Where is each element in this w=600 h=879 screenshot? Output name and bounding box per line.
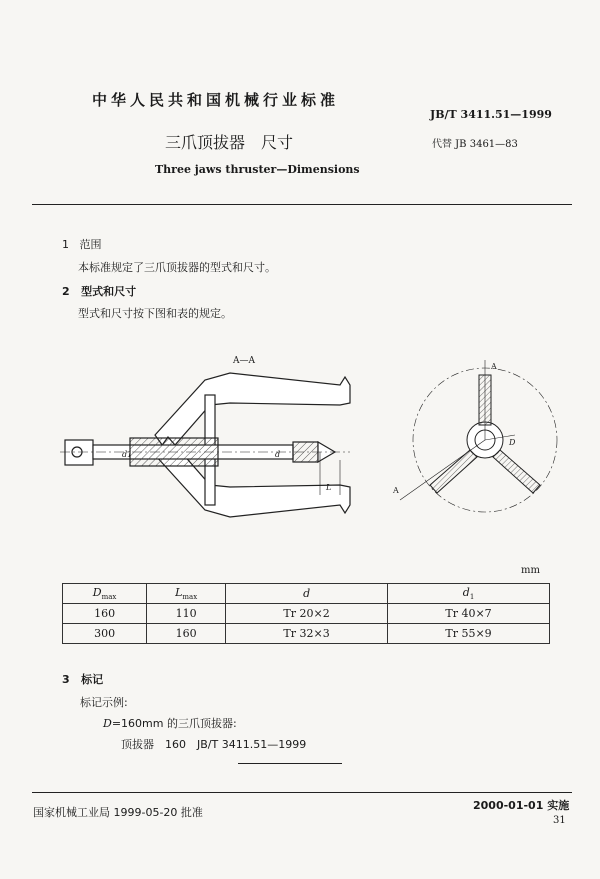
marking-example-label: 标记示例: [80,696,128,709]
end-rule [238,763,342,764]
svg-text:D: D [509,438,516,447]
page-number: 31 [553,815,566,826]
header-divider [32,204,572,205]
end-view-drawing [385,355,565,515]
approval-note: 国家机械工业局 1999-05-20 批准 [33,806,203,819]
page-title: 三爪顶拔器 尺寸 [165,133,294,152]
replaces-note: 代替 JB 3461—83 [432,139,518,150]
svg-text:d: d [275,450,281,459]
marking-code: 顶拔器 160 JB/T 3411.51—1999 [121,738,307,751]
svg-text:L: L [326,483,332,492]
section-1-body: 本标准规定了三爪顶拔器的型式和尺寸。 [78,261,276,274]
table-unit: mm [521,565,540,576]
footer-divider [32,792,572,793]
section-1-heading: 1 范围 [62,238,102,251]
handle-head [65,440,93,465]
effective-date: 2000-01-01 实施 [473,799,570,812]
table-row: 160 110 Tr 20×2 Tr 40×7 [63,604,550,624]
svg-text:A: A [393,486,399,495]
standard-number: JB/T 3411.51—1999 [430,108,552,121]
table-header-row: $D_{max}$ $L_{max}$ d $d_1$ [63,584,550,604]
section-3-heading: 3 标记 [62,673,104,686]
marking-description: D=160mm 的三爪顶拔器: [103,717,237,730]
section-2-heading: 2 型式和尺寸 [62,285,137,298]
section-label: A—A [233,356,255,366]
svg-text:A: A [491,362,497,371]
svg-text:d1: d1 [122,450,133,459]
table-row: 300 160 Tr 32×3 Tr 55×9 [63,624,550,644]
english-title: Three jaws thruster—Dimensions [155,163,360,176]
dimensions-table [62,583,550,644]
issuing-organization: 中华人民共和国机械行业标准 [92,91,340,109]
section-2-body: 型式和尺寸按下图和表的规定。 [78,307,232,320]
section-drawing [50,345,360,535]
